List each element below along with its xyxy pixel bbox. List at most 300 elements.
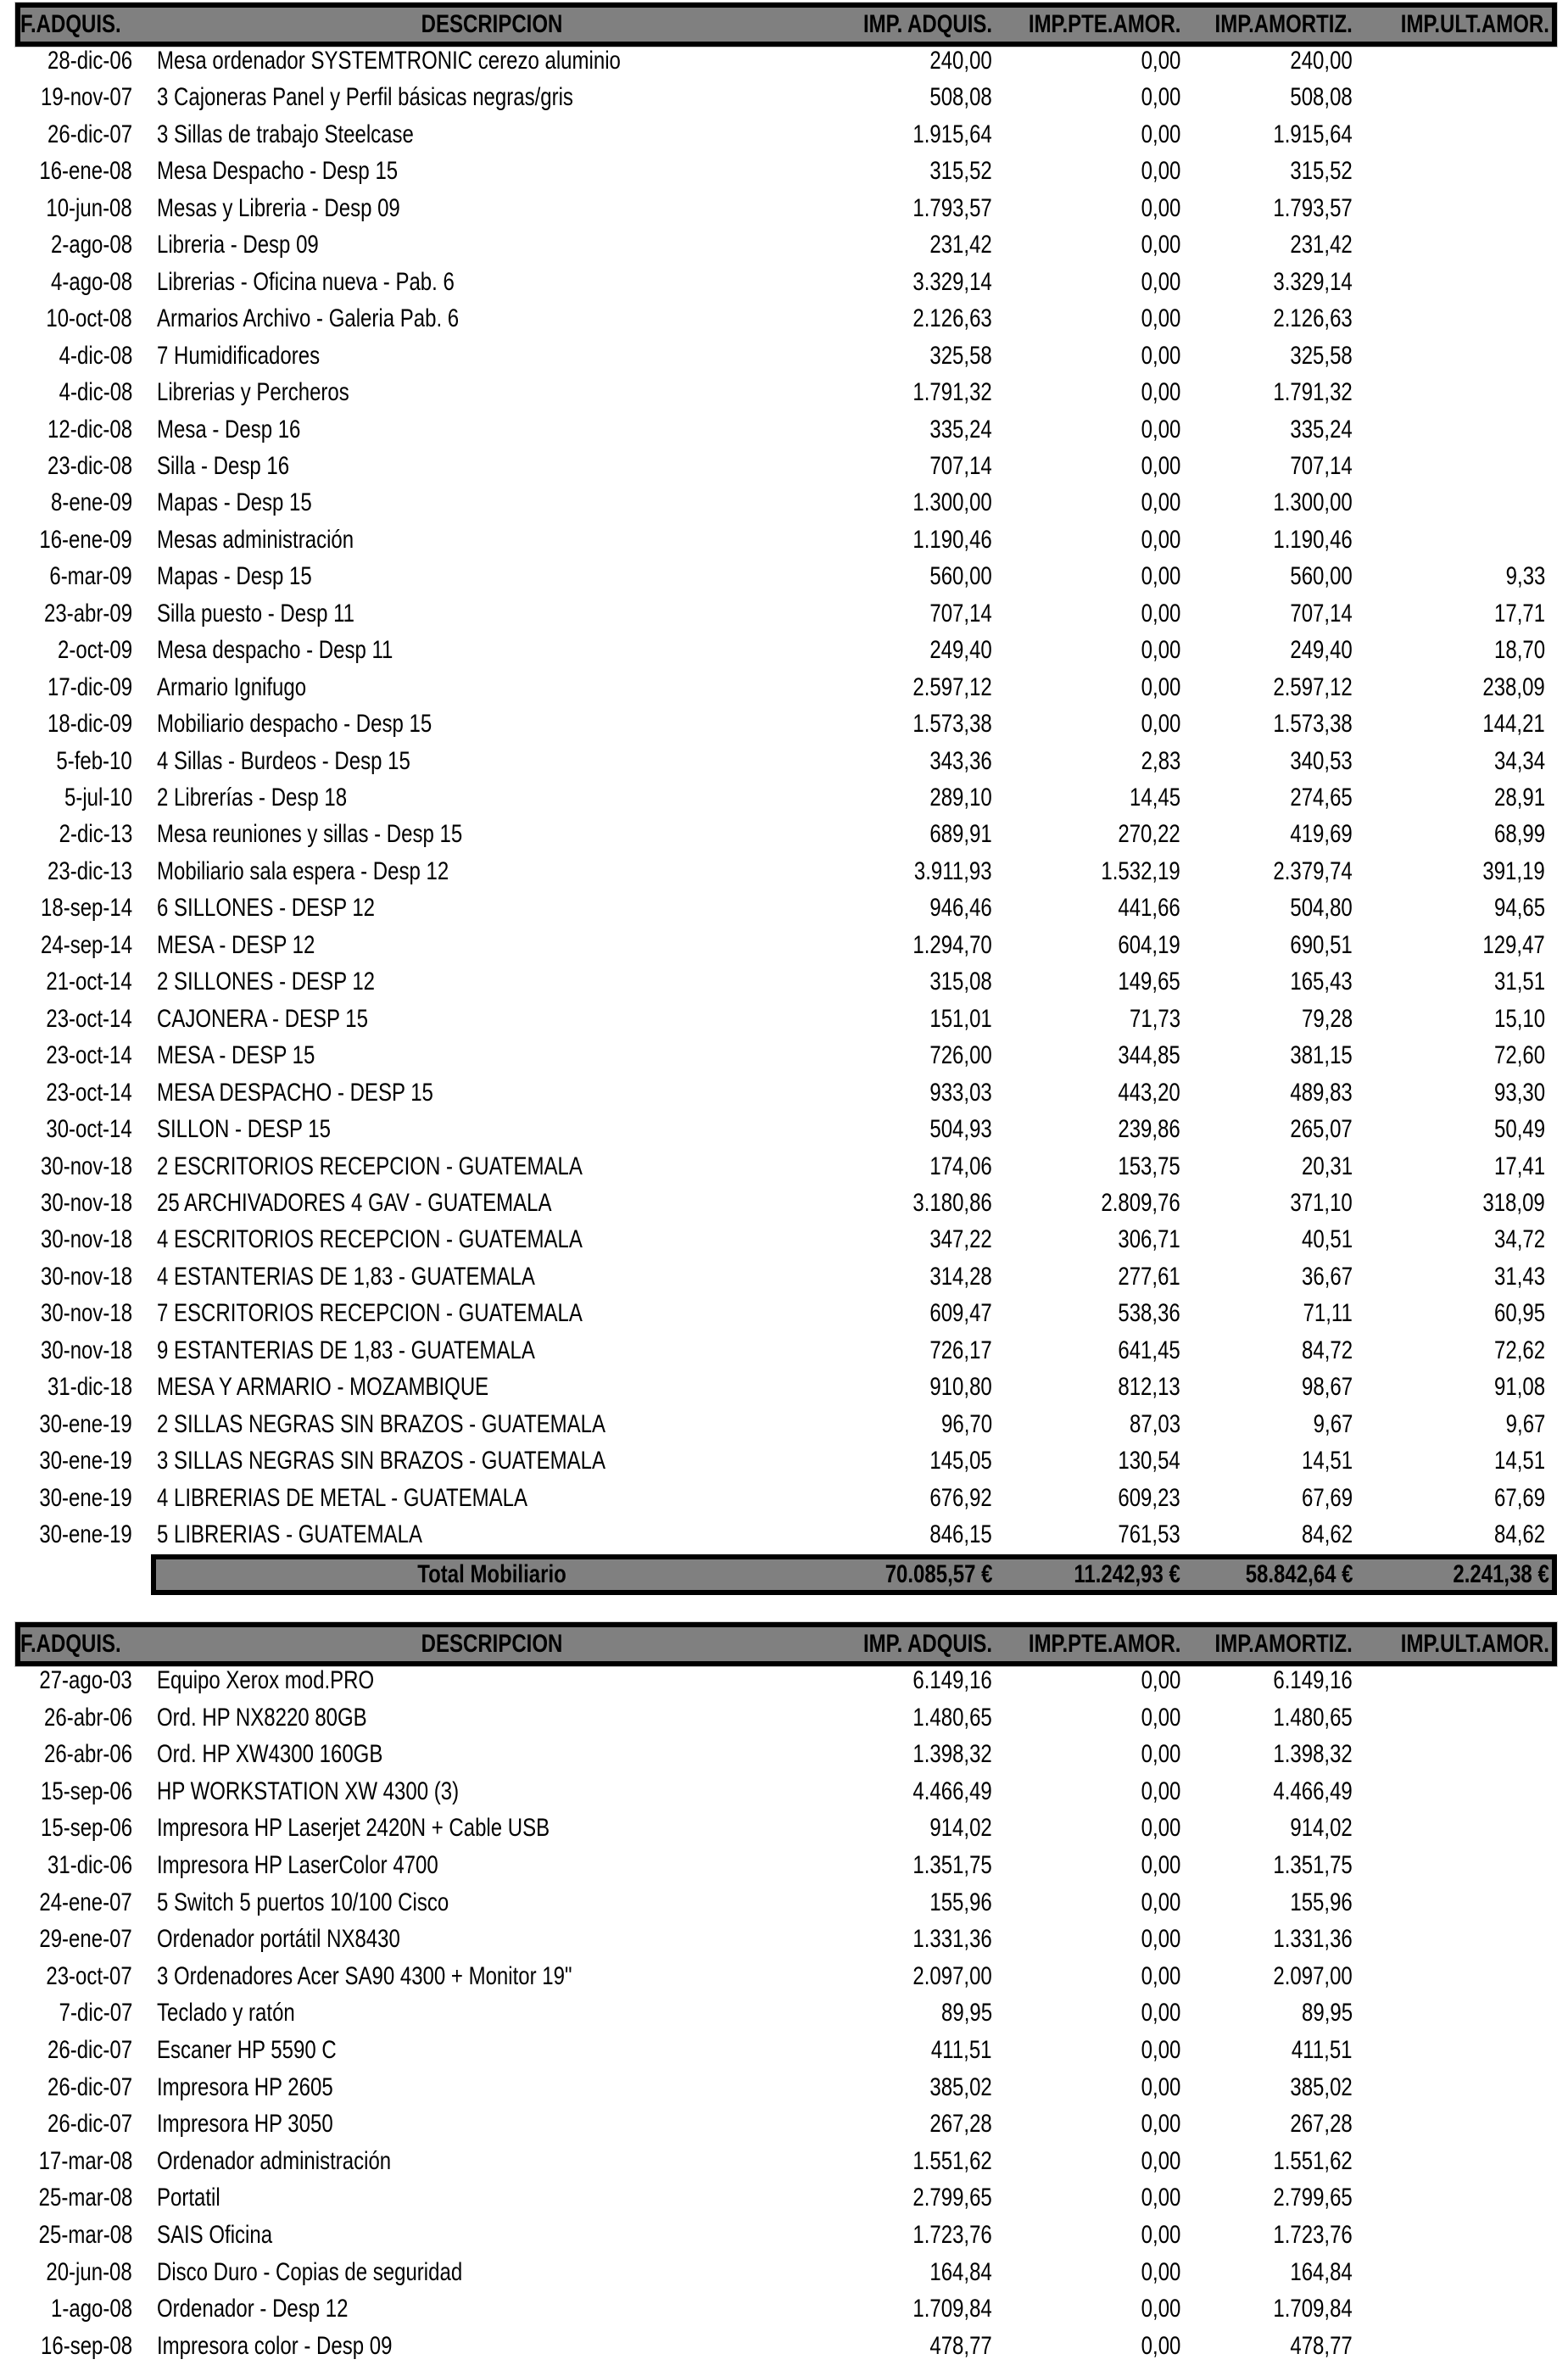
cell-date: 30-ene-19: [39, 1447, 132, 1475]
cell-date: 15-sep-06: [40, 1814, 132, 1842]
cell-imp-pte-amor: 641,45: [1118, 1336, 1180, 1364]
cell-date: 26-dic-07: [47, 2110, 132, 2138]
table-row: [0, 1185, 1568, 1222]
cell-description: HP WORKSTATION XW 4300 (3): [157, 1777, 460, 1805]
cell-date: 30-ene-19: [39, 1484, 132, 1512]
cell-imp-pte-amor: 0,00: [1141, 562, 1180, 590]
cell-description: 6 SILLONES - DESP 12: [157, 894, 376, 922]
cell-imp-adquis: 3.329,14: [912, 268, 992, 296]
cell-imp-ult-amor: 17,71: [1493, 600, 1545, 628]
cell-imp-adquis: 946,46: [929, 894, 992, 922]
cell-imp-amortiz: 385,02: [1290, 2073, 1353, 2101]
cell-imp-adquis: 1.723,76: [912, 2221, 992, 2249]
table-row: [0, 1442, 1568, 1480]
cell-imp-adquis: 1.351,75: [912, 1851, 992, 1879]
cell-imp-pte-amor: 0,00: [1141, 120, 1180, 148]
cell-date: 18-sep-14: [40, 894, 132, 922]
cell-imp-adquis: 1.190,46: [912, 526, 992, 554]
table-header-row: [0, 1626, 1568, 1663]
cell-description: Disco Duro - Copias de seguridad: [157, 2258, 463, 2286]
cell-imp-amortiz: 9,67: [1313, 1410, 1353, 1438]
cell-description: 9 ESTANTERIAS DE 1,83 - GUATEMALA: [157, 1336, 535, 1364]
cell-imp-amortiz: 504,80: [1290, 894, 1353, 922]
cell-imp-adquis: 1.709,84: [912, 2295, 992, 2323]
table-row: [0, 853, 1568, 890]
cell-date: 23-oct-14: [46, 1079, 132, 1107]
cell-imp-amortiz: 265,07: [1290, 1115, 1353, 1143]
cell-imp-adquis: 411,51: [931, 2036, 992, 2064]
cell-imp-pte-amor: 0,00: [1141, 2184, 1180, 2212]
table-row: [0, 1699, 1568, 1737]
cell-description: 3 SILLAS NEGRAS SIN BRAZOS - GUATEMALA: [157, 1447, 606, 1475]
cell-imp-pte-amor: 130,54: [1118, 1447, 1180, 1475]
cell-description: Ordenador administración: [157, 2147, 392, 2175]
cell-imp-adquis: 347,22: [929, 1225, 992, 1253]
cell-description: 5 Switch 5 puertos 10/100 Cisco: [157, 1888, 449, 1916]
cell-imp-amortiz: 690,51: [1290, 931, 1353, 959]
cell-description: SILLON - DESP 15: [157, 1115, 331, 1143]
table-row: [0, 595, 1568, 633]
table-row: [0, 706, 1568, 743]
cell-imp-adquis: 1.551,62: [912, 2147, 992, 2175]
cell-date: 5-feb-10: [56, 747, 132, 775]
cell-description: 4 ESTANTERIAS DE 1,83 - GUATEMALA: [157, 1263, 535, 1291]
cell-imp-adquis: 910,80: [929, 1373, 992, 1401]
cell-imp-ult-amor: 9,33: [1505, 562, 1545, 590]
header-imp-ult-amor: IMP.ULT.AMOR.: [1400, 10, 1549, 38]
cell-imp-adquis: 151,01: [929, 1005, 992, 1033]
cell-imp-pte-amor: 2.809,76: [1101, 1189, 1180, 1217]
cell-imp-pte-amor: 277,61: [1118, 1263, 1180, 1291]
cell-imp-adquis: 914,02: [929, 1814, 992, 1842]
cell-imp-pte-amor: 0,00: [1141, 488, 1180, 516]
table-row: [0, 153, 1568, 190]
cell-imp-pte-amor: 0,00: [1141, 83, 1180, 111]
cell-imp-adquis: 315,52: [929, 157, 992, 185]
table-row: [0, 1295, 1568, 1332]
cell-imp-pte-amor: 0,00: [1141, 2295, 1180, 2323]
cell-date: 30-ene-19: [39, 1410, 132, 1438]
cell-imp-pte-amor: 0,00: [1141, 1704, 1180, 1732]
cell-date: 29-ene-07: [39, 1925, 132, 1953]
cell-imp-ult-amor: 91,08: [1493, 1373, 1545, 1401]
cell-imp-adquis: 145,05: [929, 1447, 992, 1475]
cell-date: 23-abr-09: [43, 600, 132, 628]
table-row: [0, 1773, 1568, 1810]
cell-description: Librerias - Oficina nueva - Pab. 6: [157, 268, 455, 296]
cell-date: 17-mar-08: [38, 2147, 132, 2175]
table-row: [0, 816, 1568, 853]
total-imp-adquis: 70.085,57 €: [884, 1560, 992, 1588]
cell-imp-amortiz: 411,51: [1292, 2036, 1353, 2064]
table-row: [0, 337, 1568, 375]
table-row: [0, 1736, 1568, 1773]
cell-description: Ord. HP NX8220 80GB: [157, 1704, 367, 1732]
table-row: [0, 226, 1568, 264]
cell-imp-amortiz: 1.300,00: [1273, 488, 1353, 516]
cell-date: 7-dic-07: [59, 1999, 132, 2027]
table-row: [0, 963, 1568, 1001]
cell-imp-amortiz: 371,10: [1290, 1189, 1353, 1217]
cell-description: Mesas y Libreria - Desp 09: [157, 194, 400, 222]
cell-date: 6-mar-09: [49, 562, 132, 590]
cell-imp-pte-amor: 270,22: [1118, 820, 1180, 848]
cell-imp-ult-amor: 28,91: [1493, 784, 1545, 812]
cell-imp-amortiz: 560,00: [1290, 562, 1353, 590]
cell-imp-amortiz: 3.329,14: [1273, 268, 1353, 296]
cell-imp-amortiz: 2.126,63: [1273, 304, 1353, 332]
cell-imp-adquis: 155,96: [929, 1888, 992, 1916]
cell-imp-ult-amor: 31,43: [1493, 1263, 1545, 1291]
cell-description: Mobiliario sala espera - Desp 12: [157, 857, 449, 885]
cell-imp-pte-amor: 0,00: [1141, 1666, 1180, 1694]
cell-imp-adquis: 240,00: [929, 47, 992, 75]
cell-imp-amortiz: 267,28: [1290, 2110, 1353, 2138]
cell-imp-adquis: 231,42: [929, 231, 992, 259]
cell-imp-ult-amor: 18,70: [1493, 636, 1545, 664]
table-row: [0, 1810, 1568, 1847]
cell-imp-adquis: 707,14: [929, 600, 992, 628]
cell-imp-adquis: 726,17: [929, 1336, 992, 1364]
cell-imp-ult-amor: 67,69: [1493, 1484, 1545, 1512]
cell-date: 2-dic-13: [59, 820, 132, 848]
cell-description: Silla - Desp 16: [157, 452, 290, 480]
total-imp-pte-amor: 11.242,93 €: [1074, 1560, 1180, 1588]
cell-description: 2 Librerías - Desp 18: [157, 784, 348, 812]
cell-date: 23-dic-13: [47, 857, 132, 885]
cell-imp-amortiz: 71,11: [1303, 1299, 1353, 1327]
table-row: [0, 448, 1568, 485]
cell-imp-pte-amor: 2,83: [1141, 747, 1180, 775]
cell-imp-pte-amor: 604,19: [1118, 931, 1180, 959]
cell-imp-pte-amor: 0,00: [1141, 2110, 1180, 2138]
total-row: [0, 1556, 1568, 1593]
cell-description: Mesas administración: [157, 526, 354, 554]
table-row: [0, 1332, 1568, 1369]
cell-imp-ult-amor: 72,62: [1493, 1336, 1545, 1364]
cell-date: 18-dic-09: [47, 710, 132, 738]
cell-date: 20-jun-08: [46, 2258, 132, 2286]
cell-description: Armarios Archivo - Galeria Pab. 6: [157, 304, 460, 332]
table-row: [0, 1111, 1568, 1148]
cell-imp-adquis: 560,00: [929, 562, 992, 590]
cell-description: Portatil: [157, 2184, 220, 2212]
table-row: [0, 743, 1568, 780]
cell-date: 26-dic-07: [47, 2036, 132, 2064]
cell-imp-amortiz: 4.466,49: [1273, 1777, 1353, 1805]
header-imp-amortiz: IMP.AMORTIZ.: [1214, 1630, 1353, 1658]
cell-description: 4 Sillas - Burdeos - Desp 15: [157, 747, 410, 775]
cell-date: 2-ago-08: [50, 231, 132, 259]
cell-date: 16-sep-08: [40, 2332, 132, 2360]
table-row: [0, 1847, 1568, 1884]
cell-description: Ord. HP XW4300 160GB: [157, 1740, 383, 1768]
cell-imp-amortiz: 2.379,74: [1273, 857, 1353, 885]
cell-date: 30-nov-18: [40, 1299, 132, 1327]
cell-imp-pte-amor: 0,00: [1141, 2332, 1180, 2360]
cell-imp-ult-amor: 72,60: [1493, 1041, 1545, 1069]
cell-imp-ult-amor: 9,67: [1505, 1410, 1545, 1438]
table-row: [0, 2290, 1568, 2328]
cell-imp-adquis: 1.331,36: [912, 1925, 992, 1953]
table-row: [0, 669, 1568, 706]
cell-imp-pte-amor: 0,00: [1141, 1962, 1180, 1990]
cell-description: 3 Ordenadores Acer SA90 4300 + Monitor 19": [157, 1962, 572, 1990]
table-row: [0, 2106, 1568, 2143]
cell-imp-pte-amor: 239,86: [1118, 1115, 1180, 1143]
cell-imp-ult-amor: 238,09: [1482, 673, 1545, 701]
cell-description: 25 ARCHIVADORES 4 GAV - GUATEMALA: [157, 1189, 552, 1217]
cell-date: 19-nov-07: [40, 83, 132, 111]
table-row: [0, 1958, 1568, 1995]
cell-imp-ult-amor: 17,41: [1493, 1152, 1545, 1180]
cell-imp-amortiz: 478,77: [1290, 2332, 1353, 2360]
header-imp-pte-amor: IMP.PTE.AMOR.: [1028, 10, 1180, 38]
cell-imp-adquis: 2.799,65: [912, 2184, 992, 2212]
cell-date: 30-nov-18: [40, 1336, 132, 1364]
cell-date: 30-nov-18: [40, 1263, 132, 1291]
cell-imp-amortiz: 315,52: [1290, 157, 1353, 185]
cell-imp-pte-amor: 0,00: [1141, 2147, 1180, 2175]
table-row: [0, 1221, 1568, 1258]
table-row: [0, 1148, 1568, 1185]
cell-description: CAJONERA - DESP 15: [157, 1005, 368, 1033]
cell-imp-amortiz: 707,14: [1290, 452, 1353, 480]
cell-imp-adquis: 707,14: [929, 452, 992, 480]
cell-imp-pte-amor: 0,00: [1141, 268, 1180, 296]
cell-imp-ult-amor: 34,34: [1493, 747, 1545, 775]
cell-description: Ordenador - Desp 12: [157, 2295, 349, 2323]
cell-description: 4 ESCRITORIOS RECEPCION - GUATEMALA: [157, 1225, 583, 1253]
cell-description: Impresora HP 2605: [157, 2073, 333, 2101]
cell-description: Mapas - Desp 15: [157, 562, 312, 590]
cell-date: 26-dic-07: [47, 2073, 132, 2101]
cell-imp-adquis: 609,47: [929, 1299, 992, 1327]
cell-description: MESA Y ARMARIO - MOZAMBIQUE: [157, 1373, 489, 1401]
cell-imp-amortiz: 1.398,32: [1273, 1740, 1353, 1768]
cell-date: 16-ene-09: [39, 526, 132, 554]
cell-imp-adquis: 325,58: [929, 342, 992, 370]
cell-imp-pte-amor: 0,00: [1141, 2258, 1180, 2286]
cell-description: Librerias y Percheros: [157, 378, 349, 406]
cell-date: 21-oct-14: [46, 968, 132, 996]
cell-date: 4-ago-08: [50, 268, 132, 296]
cell-imp-amortiz: 6.149,16: [1273, 1666, 1353, 1694]
cell-imp-adquis: 933,03: [929, 1079, 992, 1107]
header-description: DESCRIPCION: [421, 10, 563, 38]
cell-imp-amortiz: 1.351,75: [1273, 1851, 1353, 1879]
cell-description: MESA DESPACHO - DESP 15: [157, 1079, 433, 1107]
cell-imp-pte-amor: 761,53: [1118, 1520, 1180, 1548]
table-row: [0, 1662, 1568, 1699]
cell-imp-adquis: 6.149,16: [912, 1666, 992, 1694]
cell-description: Libreria - Desp 09: [157, 231, 319, 259]
cell-imp-pte-amor: 14,45: [1129, 784, 1180, 812]
cell-imp-pte-amor: 0,00: [1141, 47, 1180, 75]
cell-imp-pte-amor: 0,00: [1141, 157, 1180, 185]
cell-description: Silla puesto - Desp 11: [157, 600, 355, 628]
cell-imp-amortiz: 2.799,65: [1273, 2184, 1353, 2212]
cell-imp-adquis: 174,06: [929, 1152, 992, 1180]
table-row: [0, 116, 1568, 153]
table-row: [0, 2069, 1568, 2106]
cell-description: Impresora HP Laserjet 2420N + Cable USB: [157, 1814, 550, 1842]
cell-description: Mesa despacho - Desp 11: [157, 636, 393, 664]
cell-imp-amortiz: 249,40: [1290, 636, 1353, 664]
table-row: [0, 1480, 1568, 1517]
cell-imp-amortiz: 1.480,65: [1273, 1704, 1353, 1732]
table-row: [0, 411, 1568, 449]
cell-imp-adquis: 2.597,12: [912, 673, 992, 701]
total-imp-amortiz: 58.842,64 €: [1245, 1560, 1353, 1588]
cell-imp-adquis: 1.300,00: [912, 488, 992, 516]
cell-date: 30-nov-18: [40, 1189, 132, 1217]
cell-description: Mobiliario despacho - Desp 15: [157, 710, 432, 738]
cell-description: 2 SILLAS NEGRAS SIN BRAZOS - GUATEMALA: [157, 1410, 606, 1438]
cell-imp-pte-amor: 0,00: [1141, 600, 1180, 628]
total-imp-ult-amor: 2.241,38 €: [1453, 1560, 1549, 1588]
cell-imp-adquis: 3.180,86: [912, 1189, 992, 1217]
cell-imp-pte-amor: 0,00: [1141, 1777, 1180, 1805]
cell-description: Mesa ordenador SYSTEMTRONIC cerezo aluminio: [157, 47, 621, 75]
cell-imp-amortiz: 231,42: [1290, 231, 1353, 259]
cell-imp-pte-amor: 0,00: [1141, 1925, 1180, 1953]
header-date: F.ADQUIS.: [20, 1630, 121, 1658]
cell-imp-amortiz: 36,67: [1301, 1263, 1353, 1291]
cell-description: Mesa Despacho - Desp 15: [157, 157, 399, 185]
table-row: [0, 558, 1568, 595]
cell-imp-pte-amor: 443,20: [1118, 1079, 1180, 1107]
cell-imp-pte-amor: 0,00: [1141, 194, 1180, 222]
cell-imp-pte-amor: 441,66: [1118, 894, 1180, 922]
cell-imp-amortiz: 335,24: [1290, 416, 1353, 443]
table-row: [0, 2254, 1568, 2291]
cell-imp-ult-amor: 144,21: [1482, 710, 1545, 738]
cell-date: 23-dic-08: [47, 452, 132, 480]
cell-imp-pte-amor: 1.532,19: [1101, 857, 1180, 885]
table-row: [0, 1994, 1568, 2032]
cell-imp-amortiz: 1.793,57: [1273, 194, 1353, 222]
cell-description: Escaner HP 5590 C: [157, 2036, 337, 2064]
cell-imp-amortiz: 2.097,00: [1273, 1962, 1353, 1990]
cell-description: 5 LIBRERIAS - GUATEMALA: [157, 1520, 422, 1548]
cell-imp-amortiz: 914,02: [1290, 1814, 1353, 1842]
cell-description: MESA - DESP 12: [157, 931, 315, 959]
cell-imp-pte-amor: 0,00: [1141, 2073, 1180, 2101]
cell-imp-pte-amor: 0,00: [1141, 2221, 1180, 2249]
cell-imp-amortiz: 508,08: [1290, 83, 1353, 111]
header-imp-adquis: IMP. ADQUIS.: [862, 10, 992, 38]
cell-imp-adquis: 676,92: [929, 1484, 992, 1512]
table-row: [0, 1001, 1568, 1038]
cell-description: Armario Ignifugo: [157, 673, 307, 701]
cell-imp-pte-amor: 71,73: [1129, 1005, 1180, 1033]
cell-date: 31-dic-06: [47, 1851, 132, 1879]
cell-imp-adquis: 1.398,32: [912, 1740, 992, 1768]
cell-imp-amortiz: 84,72: [1301, 1336, 1353, 1364]
cell-description: 3 Sillas de trabajo Steelcase: [157, 120, 414, 148]
cell-imp-amortiz: 1.573,38: [1273, 710, 1353, 738]
cell-imp-amortiz: 1.791,32: [1273, 378, 1353, 406]
cell-imp-pte-amor: 538,36: [1118, 1299, 1180, 1327]
cell-description: 7 Humidificadores: [157, 342, 321, 370]
cell-imp-amortiz: 419,69: [1290, 820, 1353, 848]
cell-imp-pte-amor: 306,71: [1118, 1225, 1180, 1253]
cell-date: 28-dic-06: [47, 47, 132, 75]
cell-description: Mesa - Desp 16: [157, 416, 301, 443]
cell-imp-pte-amor: 0,00: [1141, 636, 1180, 664]
cell-imp-amortiz: 155,96: [1290, 1888, 1353, 1916]
cell-date: 25-mar-08: [38, 2184, 132, 2212]
cell-imp-pte-amor: 0,00: [1141, 673, 1180, 701]
cell-imp-amortiz: 489,83: [1290, 1079, 1353, 1107]
cell-date: 5-jul-10: [64, 784, 132, 812]
cell-description: 2 ESCRITORIOS RECEPCION - GUATEMALA: [157, 1152, 583, 1180]
cell-date: 31-dic-18: [47, 1373, 132, 1401]
header-imp-ult-amor: IMP.ULT.AMOR.: [1400, 1630, 1549, 1658]
cell-imp-pte-amor: 0,00: [1141, 2036, 1180, 2064]
table-row: [0, 2179, 1568, 2217]
cell-date: 17-dic-09: [47, 673, 132, 701]
cell-description: 3 Cajoneras Panel y Perfil básicas negras/gris: [157, 83, 573, 111]
cell-description: 7 ESCRITORIOS RECEPCION - GUATEMALA: [157, 1299, 583, 1327]
table-row: [0, 1074, 1568, 1112]
cell-imp-ult-amor: 94,65: [1493, 894, 1545, 922]
table-row: [0, 300, 1568, 337]
cell-imp-pte-amor: 344,85: [1118, 1041, 1180, 1069]
table-row: [0, 927, 1568, 964]
table-row: [0, 1258, 1568, 1296]
cell-imp-adquis: 846,15: [929, 1520, 992, 1548]
cell-imp-ult-amor: 14,51: [1493, 1447, 1545, 1475]
cell-date: 30-ene-19: [39, 1520, 132, 1548]
cell-imp-adquis: 3.911,93: [914, 857, 992, 885]
cell-imp-pte-amor: 0,00: [1141, 1740, 1180, 1768]
cell-description: SAIS Oficina: [157, 2221, 273, 2249]
cell-imp-adquis: 2.126,63: [912, 304, 992, 332]
cell-imp-adquis: 726,00: [929, 1041, 992, 1069]
cell-imp-amortiz: 325,58: [1290, 342, 1353, 370]
cell-imp-pte-amor: 0,00: [1141, 378, 1180, 406]
cell-imp-adquis: 164,84: [929, 2258, 992, 2286]
cell-imp-pte-amor: 153,75: [1118, 1152, 1180, 1180]
cell-imp-ult-amor: 50,49: [1493, 1115, 1545, 1143]
cell-imp-pte-amor: 0,00: [1141, 1888, 1180, 1916]
cell-imp-adquis: 249,40: [929, 636, 992, 664]
cell-description: Impresora HP 3050: [157, 2110, 333, 2138]
cell-imp-adquis: 1.791,32: [912, 378, 992, 406]
cell-date: 23-oct-14: [46, 1005, 132, 1033]
cell-description: Impresora HP LaserColor 4700: [157, 1851, 438, 1879]
cell-imp-pte-amor: 812,13: [1118, 1373, 1180, 1401]
cell-date: 1-ago-08: [50, 2295, 132, 2323]
cell-imp-amortiz: 340,53: [1290, 747, 1353, 775]
table-row: [0, 890, 1568, 927]
cell-date: 26-abr-06: [43, 1740, 132, 1768]
cell-description: Mapas - Desp 15: [157, 488, 312, 516]
cell-imp-amortiz: 1.709,84: [1273, 2295, 1353, 2323]
header-description: DESCRIPCION: [421, 1630, 563, 1658]
cell-imp-amortiz: 67,69: [1301, 1484, 1353, 1512]
cell-imp-pte-amor: 0,00: [1141, 342, 1180, 370]
cell-imp-amortiz: 2.597,12: [1273, 673, 1353, 701]
cell-imp-adquis: 267,28: [929, 2110, 992, 2138]
cell-date: 30-oct-14: [46, 1115, 132, 1143]
cell-imp-amortiz: 1.190,46: [1273, 526, 1353, 554]
cell-imp-amortiz: 1.331,36: [1273, 1925, 1353, 1953]
cell-imp-amortiz: 274,65: [1290, 784, 1353, 812]
table-row: [0, 1921, 1568, 1958]
